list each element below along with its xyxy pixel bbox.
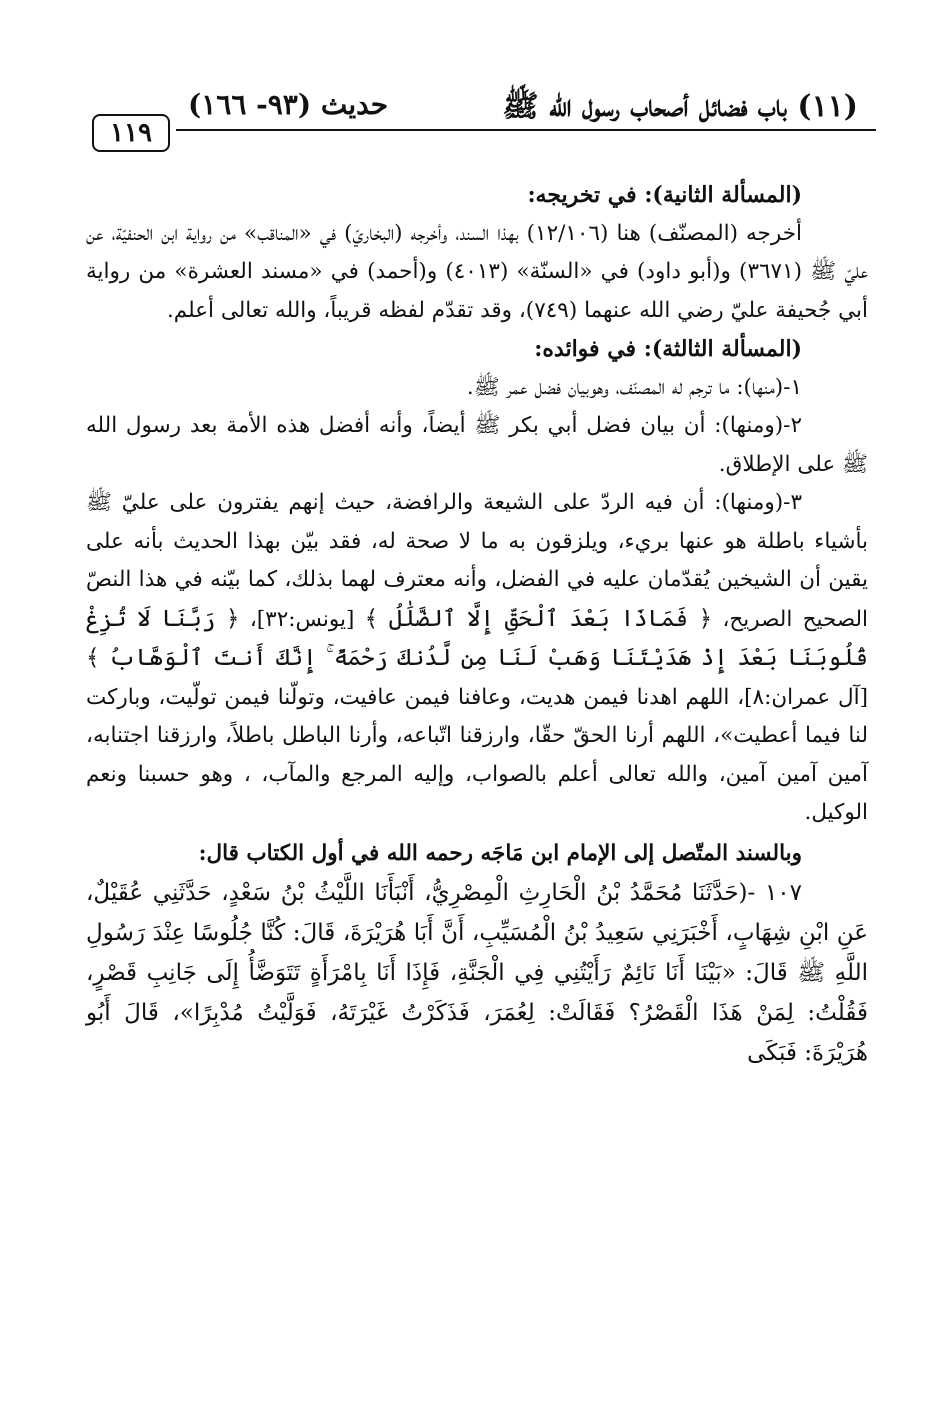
- masala2-text: أخرجه (المصنّف) هنا (١٢/١٠٦) بهذا السند، وأخرجه (البخاريّ) في «المناقب» من رواية ابن الحنفيّة، عن عليّ ﷺ (٣٦٧١) و(أبو داود) في «السنّة» (٤٠١٣) و(أحمد) في «مسند العشرة» من رواية أبي جُحيفة عليّ رضي الله عنهما (٧٤٩)، وقد تقدّم لفظه قريباً، والله تعالى أعلم.: [86, 220, 869, 323]
- page-header: [0, 0, 950, 160]
- quran-verse-al-imran: ﴿ رَبَّنَا لَا تُزِغْ قُلُوبَنَا بَعْدَ إِذْ هَدَيْتَنَا وَهَبْ لَنَا مِن لَّدُنكَ رَحْمَةً ۚ إِنَّكَ أَنتَ ٱلْوَهَّابُ ﴾: [86, 605, 868, 671]
- hadith-range: حديث (٩٣- ١٦٦): [188, 88, 389, 121]
- page-body: [86, 176, 868, 1073]
- page-number: ١١٩: [92, 114, 170, 152]
- quran-ref-al-imran: [آل عمران:٨]،: [737, 684, 868, 710]
- benefit-item-2: ٢-(ومنها): أن بيان فضل أبي بكر ﷺ أيضاً، وأنه أفضل هذه الأمة بعد رسول الله ﷺ على الإطلاق.: [86, 413, 868, 477]
- benefit-item-3-text: ٣-(ومنها): أن فيه الردّ على الشيعة والرافضة، حيث إنهم يفترون على عليّ ﷺ بأشياء باطلة هو عنها بريء، ويلزقون به ما لا صحة له، فقد بيّن بهذا الحديث بأنه على يقين أن الشيخين يُقدّمان عليه في الفضل، وأنه معترف لهما بذلك، كما بيّنه في هذا النصّ الصحيح الصريح،: [86, 490, 868, 632]
- quran-verse-yunus: ﴿ فَمَاذَا بَعْدَ ٱلْحَقِّ إِلَّا ٱلضَّلَٰلُ ﴾: [364, 605, 713, 632]
- header-rule: [176, 129, 876, 131]
- masala3-heading: (المسألة الثالثة): في فوائده:: [534, 336, 802, 362]
- quran-ref-yunus: [يونس:٣٢]،: [249, 606, 355, 632]
- masala2-heading: (المسألة الثانية): في تخريجه:: [527, 182, 802, 208]
- hadith-107: ١٠٧ -(حَدَّثَنَا مُحَمَّدُ بْنُ الْحَارِثِ الْمِصْرِيُّ، أَنْبَأَنَا اللَّيْثُ بْنُ سَعْدٍ، حَدَّثَنِي عُقَيْلٌ، عَنِ ابْنِ شِهَابٍ، أَخْبَرَنِي سَعِيدُ بْنُ الْمُسَيِّبِ، أَنَّ أَبَا هُرَيْرَةَ، قَالَ: كُنَّا جُلُوسًا عِنْدَ رَسُولِ اللَّهِ ﷺ قَالَ: «بَيْنَا أَنَا نَائِمٌ رَأَيْتُنِي فِي الْجَنَّةِ، فَإِذَا أَنَا بِامْرَأَةٍ تَتَوَضَّأُ إِلَى جَانِبِ قَصْرٍ، فَقُلْتُ: لِمَنْ هَذَا الْقَصْرُ؟ فَقَالَتْ: لِعُمَرَ، فَذَكَرْتُ غَيْرَتَهُ، فَوَلَّيْتُ مُدْبِرًا»، قَالَ أَبُو هُرَيْرَةَ: فَبَكَى: [86, 880, 868, 1066]
- benefit-item-1: ١-(منها): ما ترجم له المصنّف، وهوبيان فضل عمر ﷺ.: [466, 374, 802, 400]
- isnad-heading: وبالسند المتّصل إلى الإمام ابن مَاجَه رحمه الله في أول الكتاب قال:: [198, 840, 802, 866]
- benefit-item-3: [86, 484, 868, 833]
- chapter-title: (١١) باب فضائل أصحاب رسول الله ﷺ: [502, 89, 858, 124]
- benefit-item-3-dua: اللهم اهدنا فيمن هديت، وعافنا فيمن عافيت، وتولّنا فيمن تولّيت، وباركت لنا فيما أعطيت»، اللهم أرنا الحقّ حقّا، وارزقنا اتّباعه، وأرنا الباطل باطلاً، وارزقنا اجتنابه، آمين آمين آمين، والله تعالى أعلم بالصواب، وإليه المرجع والمآب، ، وهو حسبنا ونعم الوكيل.: [86, 684, 868, 825]
